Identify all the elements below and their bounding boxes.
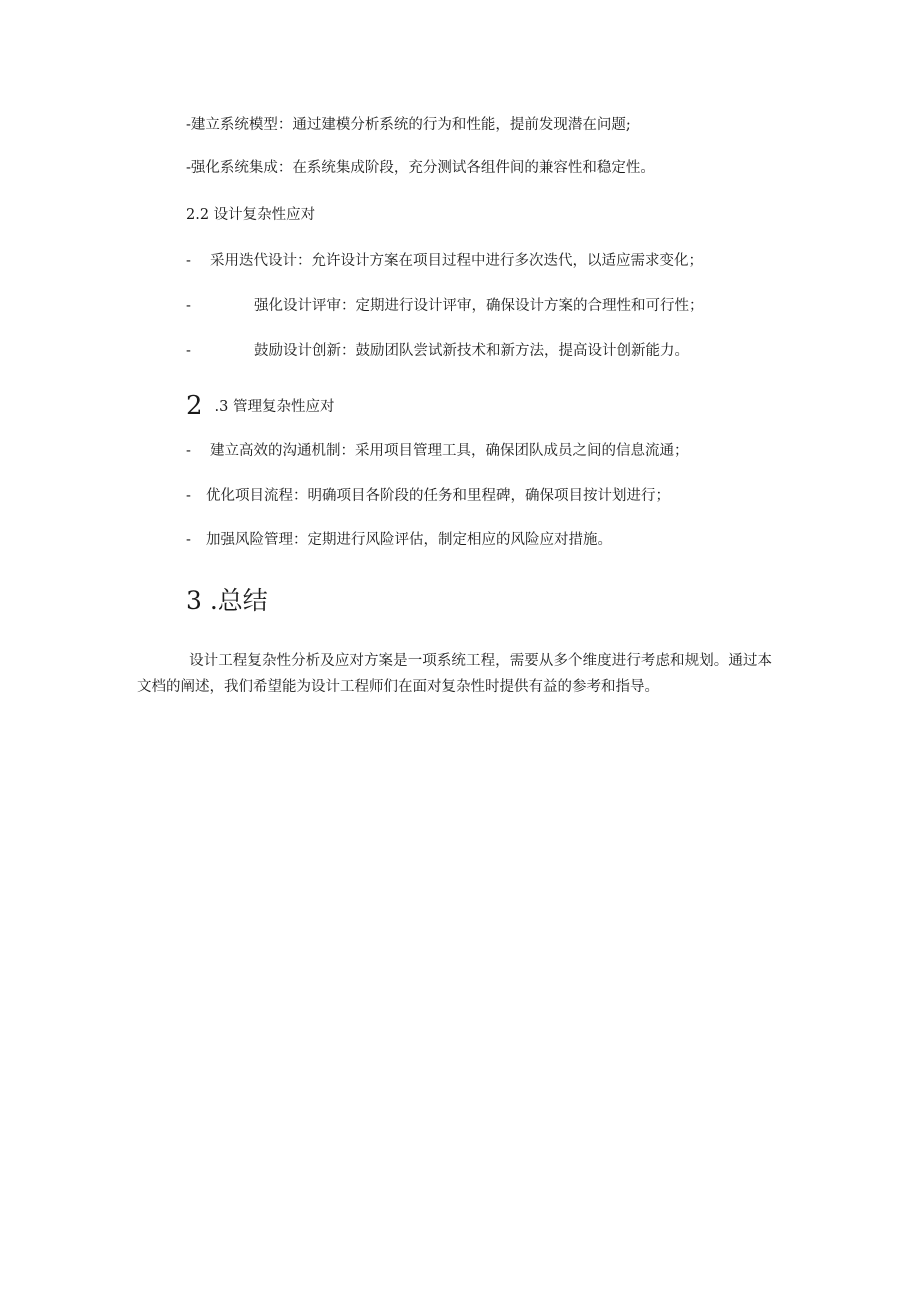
section-heading-2-3 — [186, 392, 335, 420]
summary-paragraph — [137, 648, 772, 700]
list-dash: - — [186, 532, 191, 548]
list-item-text: 鼓励设计创新：鼓励团队尝试新技术和新方法，提高设计创新能力。 — [254, 343, 689, 359]
section-heading-3: 3 .总结 — [186, 586, 268, 615]
list-item-text: 建立高效的沟通机制：采用项目管理工具，确保团队成员之间的信息流通； — [210, 443, 689, 459]
list-item-text: 强化系统集成：在系统集成阶段，充分测试各组件间的兼容性和稳定性。 — [190, 160, 655, 176]
list-item-text: 强化设计评审：定期进行设计评审，确保设计方案的合理性和可行性； — [254, 298, 704, 314]
list-item — [186, 115, 631, 135]
list-dash: - — [186, 160, 191, 176]
list-dash: - — [186, 488, 191, 504]
list-item — [186, 341, 689, 361]
list-item — [186, 251, 703, 271]
list-item-text: 建立系统模型：通过建模分析系统的行为和性能，提前发现潜在问题; — [190, 117, 631, 133]
list-item-text: 加强风险管理：定期进行风险评估，制定相应的风险应对措施。 — [206, 532, 612, 548]
list-dash: - — [186, 443, 191, 459]
list-item — [186, 441, 689, 461]
list-dash: - — [186, 343, 191, 359]
list-item-text: 优化项目流程：明确项目各阶段的任务和里程碑，确保项目按计划进行； — [206, 488, 670, 504]
heading-number: 2 — [186, 391, 203, 421]
summary-text: 设计工程复杂性分析及应对方案是一项系统工程，需要从多个维度进行考虑和规划。通过本文档的阐述，我们希望能为设计工程师们在面对复杂性时提供有益的参考和指导。 — [137, 653, 772, 695]
list-item-text: 采用迭代设计：允许设计方案在项目过程中进行多次迭代，以适应需求变化； — [210, 253, 703, 269]
section-heading-2-2: 2.2 设计复杂性应对 — [186, 207, 316, 223]
list-item — [186, 296, 704, 316]
list-item — [186, 486, 670, 506]
list-item — [186, 158, 655, 178]
heading-text: .3 管理复杂性应对 — [214, 399, 335, 415]
list-item — [186, 530, 612, 550]
list-dash: - — [186, 298, 191, 314]
list-dash: - — [186, 253, 191, 269]
list-dash: - — [186, 117, 191, 133]
